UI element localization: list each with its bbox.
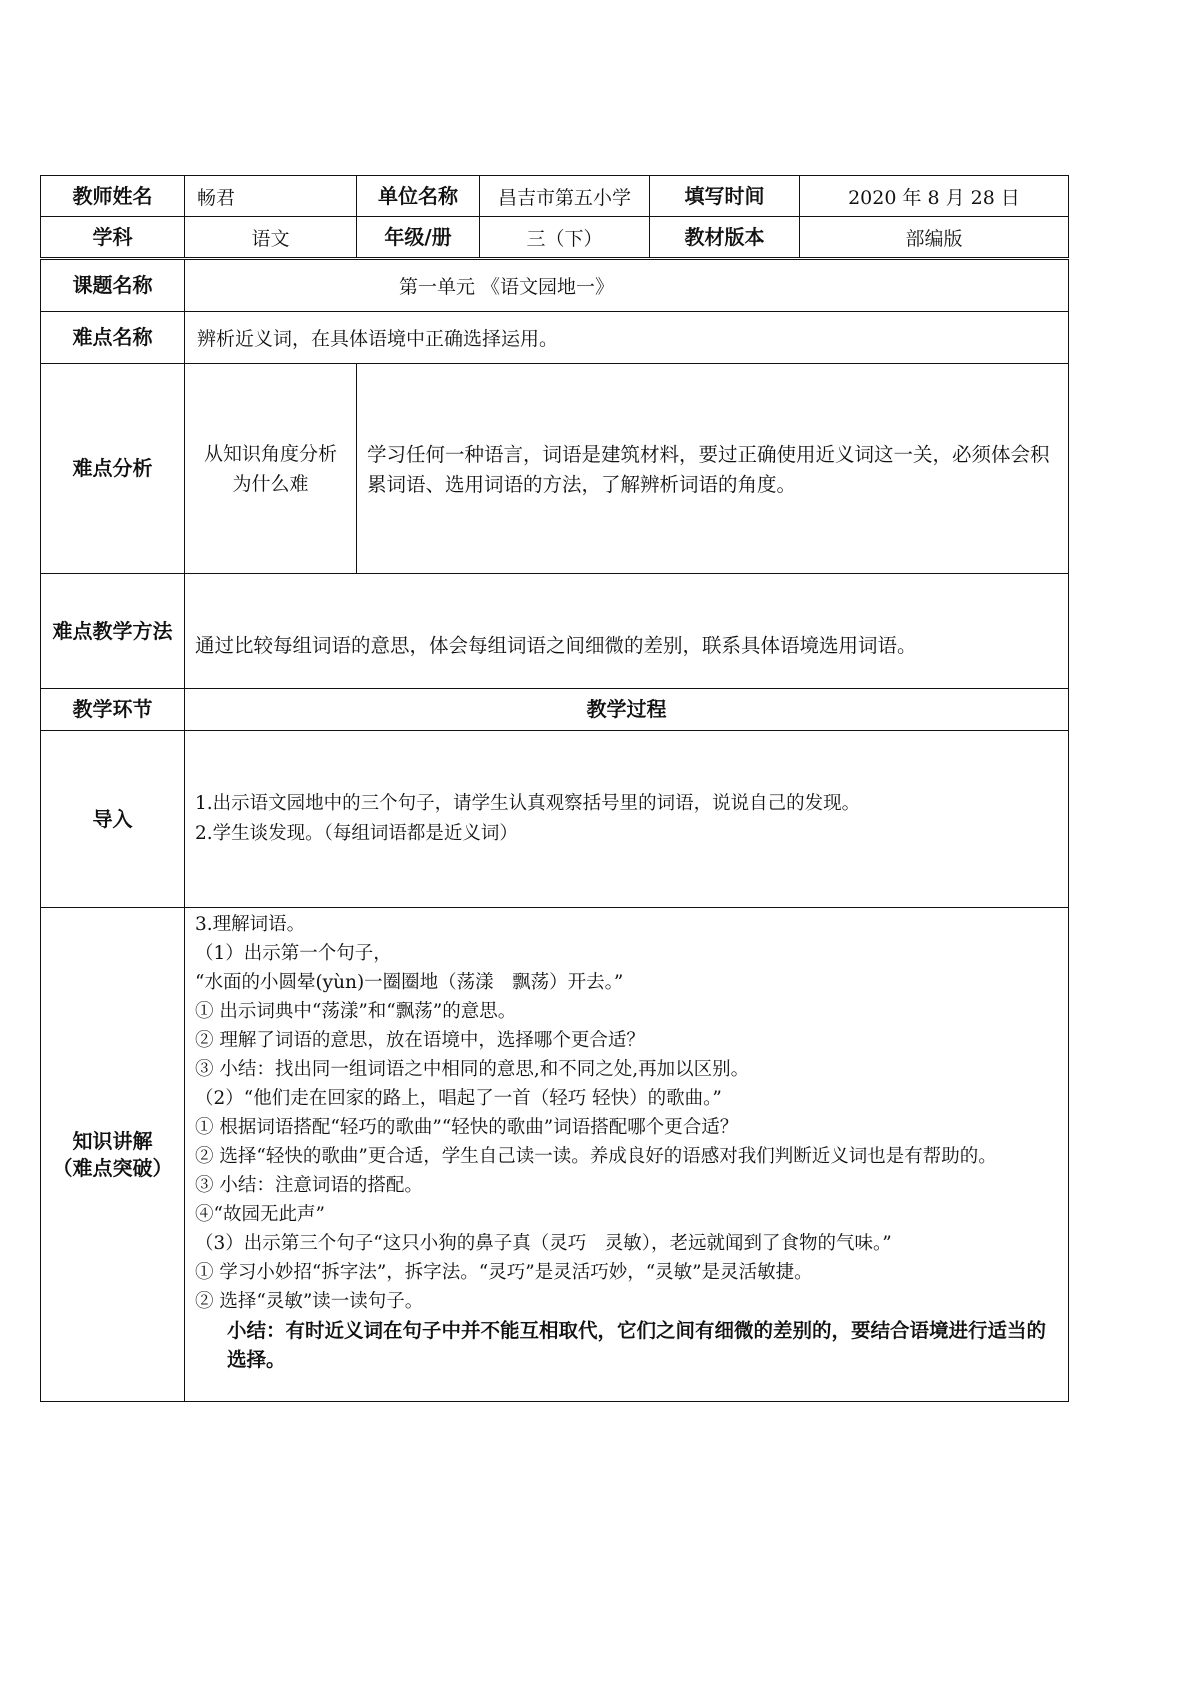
intro-line: 2.学生谈发现。（每组词语都是近义词） [195,823,518,844]
knowledge-line: ① 学习小妙招“拆字法”，拆字法。“灵巧”是灵活巧妙，“灵敏”是灵活敏捷。 [195,1262,813,1283]
knowledge-line: ③ 小结：找出同一组词语之中相同的意思,和不同之处,再加以区别。 [195,1059,750,1080]
unit-name-label: 单位名称 [356,175,480,217]
teaching-stage-label: 教学环节 [40,688,185,731]
topic-label: 课题名称 [40,259,185,312]
edition-label: 教材版本 [649,216,800,258]
knowledge-line: “水面的小圆晕(yùn)一圈圈地（荡漾 飘荡）开去。” [195,972,624,993]
intro-label: 导入 [40,730,185,908]
fill-date-value: 2020 年 8 月 28 日 [799,175,1069,217]
knowledge-label-line2: （难点突破） [52,1155,173,1180]
knowledge-line: （1）出示第一个句子， [195,943,392,964]
knowledge-line: ① 根据词语搭配“轻巧的歌曲”“轻快的歌曲”词语搭配哪个更合适？ [195,1117,739,1138]
unit-name-value: 昌吉市第五小学 [479,175,650,217]
teacher-name-label: 教师姓名 [40,175,185,217]
knowledge-line: （3）出示第三个句子“这只小狗的鼻子真（灵巧 灵敏），老远就闻到了食物的气味。” [195,1233,892,1254]
difficulty-label: 难点名称 [40,311,185,364]
knowledge-line: （2）“他们走在回家的路上，唱起了一首（轻巧 轻快）的歌曲。” [195,1088,722,1109]
teacher-name-value: 畅君 [184,175,357,217]
knowledge-line: ① 出示词典中“荡漾”和“飘荡”的意思。 [195,1001,517,1022]
subject-label: 学科 [40,216,185,258]
grade-value: 三（下） [479,216,650,258]
teaching-process-label: 教学过程 [184,688,1069,731]
knowledge-label [40,907,185,1402]
knowledge-line: ④“故园无此声” [195,1204,325,1225]
intro-content [184,730,1069,908]
analysis-label: 难点分析 [40,363,185,574]
intro-line: 1.出示语文园地中的三个句子，请学生认真观察括号里的词语，说说自己的发现。 [195,793,861,814]
topic-value: 第一单元 《语文园地一》 [184,259,1069,312]
knowledge-content [184,907,1069,1402]
knowledge-line: 3.理解词语。 [195,914,306,935]
knowledge-line: ③ 小结：注意词语的搭配。 [195,1175,423,1196]
method-text: 通过比较每组词语的意思，体会每组词语之间细微的差别，联系具体语境选用词语。 [184,573,1069,689]
knowledge-line: ② 选择“灵敏”读一读句子。 [195,1291,424,1312]
knowledge-line: ② 选择“轻快的歌曲”更合适，学生自己读一读。养成良好的语感对我们判断近义词也是有帮助的。 [195,1146,997,1167]
edition-value: 部编版 [799,216,1069,258]
method-label: 难点教学方法 [40,573,185,689]
subject-value: 语文 [184,216,357,258]
difficulty-value: 辨析近义词，在具体语境中正确选择运用。 [184,311,1069,364]
knowledge-label-line1: 知识讲解 [72,1128,153,1153]
analysis-sublabel: 从知识角度分析为什么难 [184,363,357,574]
analysis-text: 学习任何一种语言，词语是建筑材料，要过正确使用近义词这一关，必须体会积累词语、选用词语的方法，了解辨析词语的角度。 [356,363,1069,574]
knowledge-summary: 小结：有时近义词在句子中并不能互相取代，它们之间有细微的差别的，要结合语境进行适当的选择。 [227,1319,1047,1371]
grade-label: 年级/册 [356,216,480,258]
knowledge-line: ② 理解了词语的意思，放在语境中，选择哪个更合适？ [195,1030,645,1051]
fill-date-label: 填写时间 [649,175,800,217]
